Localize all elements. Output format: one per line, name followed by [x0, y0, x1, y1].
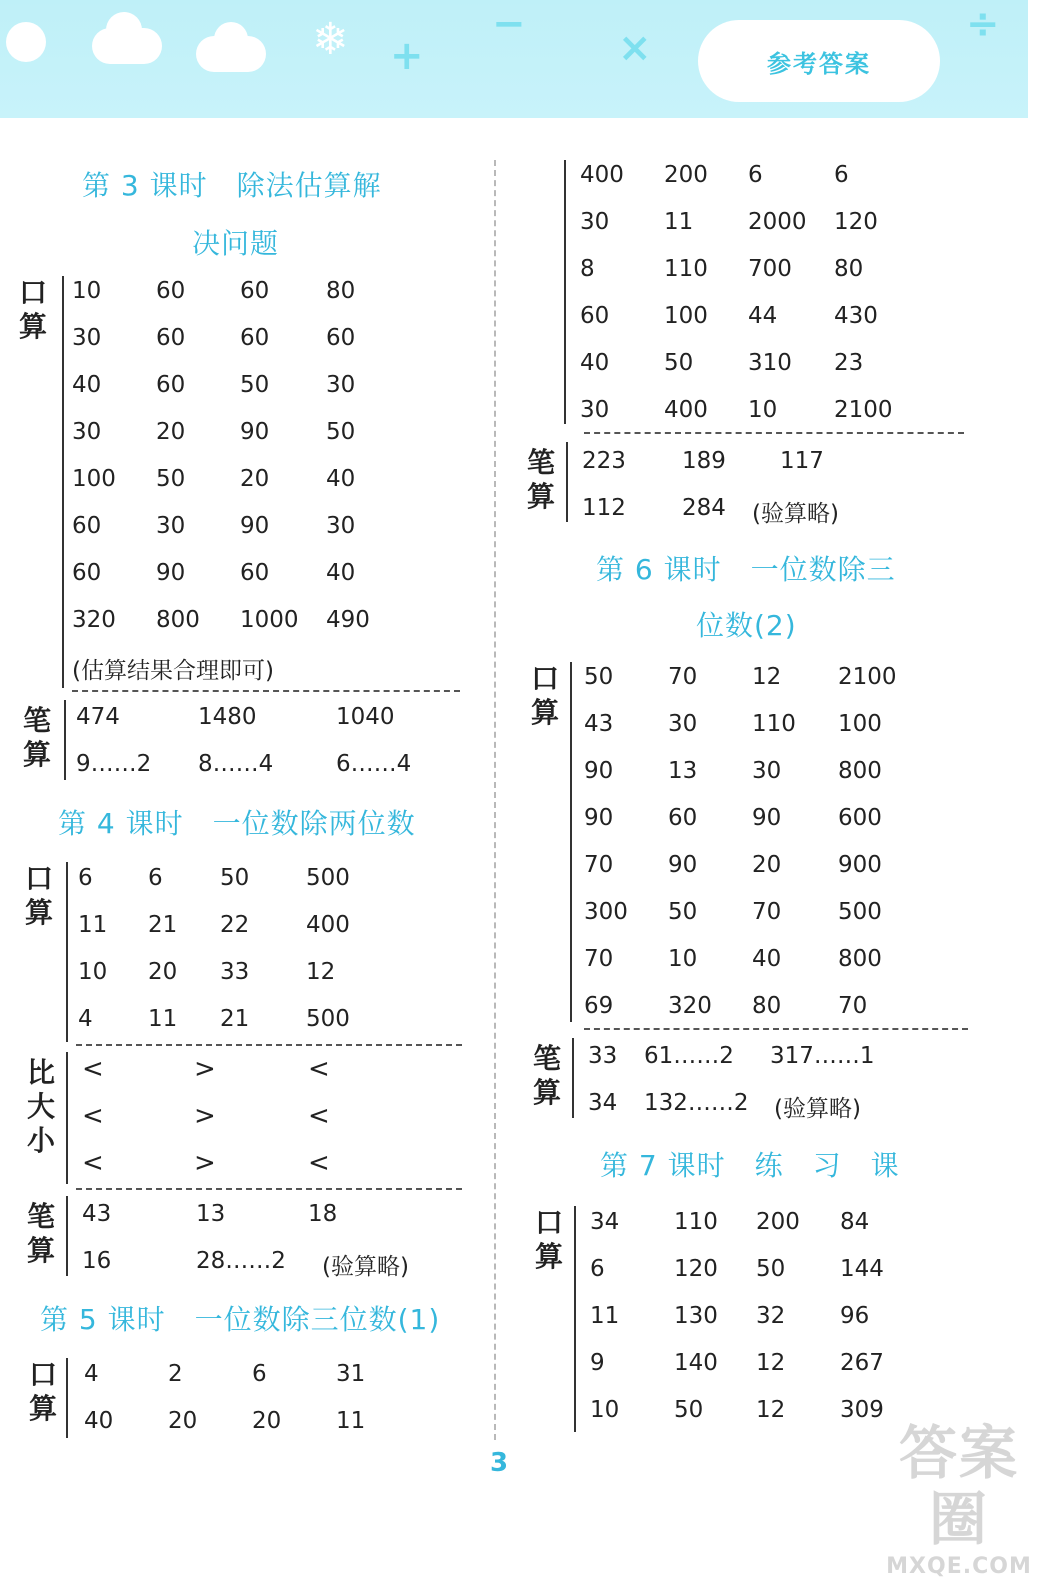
lesson3-oral-label: 口算 — [18, 276, 47, 343]
header-banner — [0, 0, 1028, 118]
dashed-separator — [76, 1044, 462, 1046]
lesson5-title: 第 5 课时 一位数除三位数(1) — [40, 1303, 441, 1336]
plus-icon: + — [390, 33, 424, 79]
lesson6-oral-label: 口算 — [530, 662, 559, 729]
column-divider — [494, 160, 496, 1440]
dashed-separator — [584, 1028, 968, 1030]
dashed-separator — [72, 690, 460, 692]
lesson7-oral-section — [574, 1206, 576, 1432]
snowflake-icon: ❄ — [312, 14, 349, 65]
minus-icon: − — [492, 1, 526, 47]
dashed-separator — [76, 1188, 462, 1190]
lesson7-title: 第 7 课时 练 习 课 — [600, 1149, 900, 1182]
watermark-logo: 答案圈 MXQE.COM — [886, 1419, 1032, 1579]
lesson6-title-line1: 第 6 课时 一位数除三 — [596, 553, 896, 586]
lesson3-oral-note: (估算结果合理即可) — [72, 658, 274, 684]
lesson6-written-label: 笔算 — [532, 1042, 561, 1109]
lesson4-written-section — [66, 1196, 68, 1276]
lesson5-oral-label: 口算 — [28, 1358, 57, 1425]
lesson4-title: 第 4 课时 一位数除两位数 — [58, 807, 416, 840]
lesson4-oral-label: 口算 — [24, 862, 53, 929]
dashed-separator — [584, 432, 964, 434]
lesson4-oral-section — [66, 862, 68, 1042]
lesson6-title-line2: 位数(2) — [696, 609, 797, 642]
lesson3-written-label: 笔算 — [22, 704, 51, 771]
lesson5-oral-section-left — [66, 1358, 68, 1438]
lesson4-written-label: 笔算 — [26, 1200, 55, 1267]
lesson3-written-section — [64, 700, 66, 780]
page-number: 3 — [490, 1448, 509, 1478]
sun-icon — [6, 22, 46, 62]
lesson5-written-label: 笔算 — [526, 446, 555, 513]
answer-badge: 参考答案 — [698, 20, 940, 102]
lesson4-compare-section — [66, 1052, 68, 1184]
lesson6-oral-section — [570, 662, 572, 1022]
divide-icon: ÷ — [966, 1, 1000, 47]
times-icon: × — [618, 25, 652, 71]
lesson6-written-section — [572, 1038, 574, 1118]
lesson3-title-line2: 决问题 — [192, 227, 280, 260]
cloud-icon — [92, 28, 162, 64]
lesson7-oral-label: 口算 — [534, 1206, 563, 1273]
lesson4-compare-label: 比大小 — [26, 1056, 55, 1157]
lesson3-oral-section — [62, 276, 64, 688]
lesson5-written-section — [566, 442, 568, 522]
lesson3-title-line1: 第 3 课时 除法估算解 — [82, 169, 382, 202]
lesson5-oral-section-right — [564, 160, 566, 424]
cloud-rain-icon — [196, 36, 266, 72]
